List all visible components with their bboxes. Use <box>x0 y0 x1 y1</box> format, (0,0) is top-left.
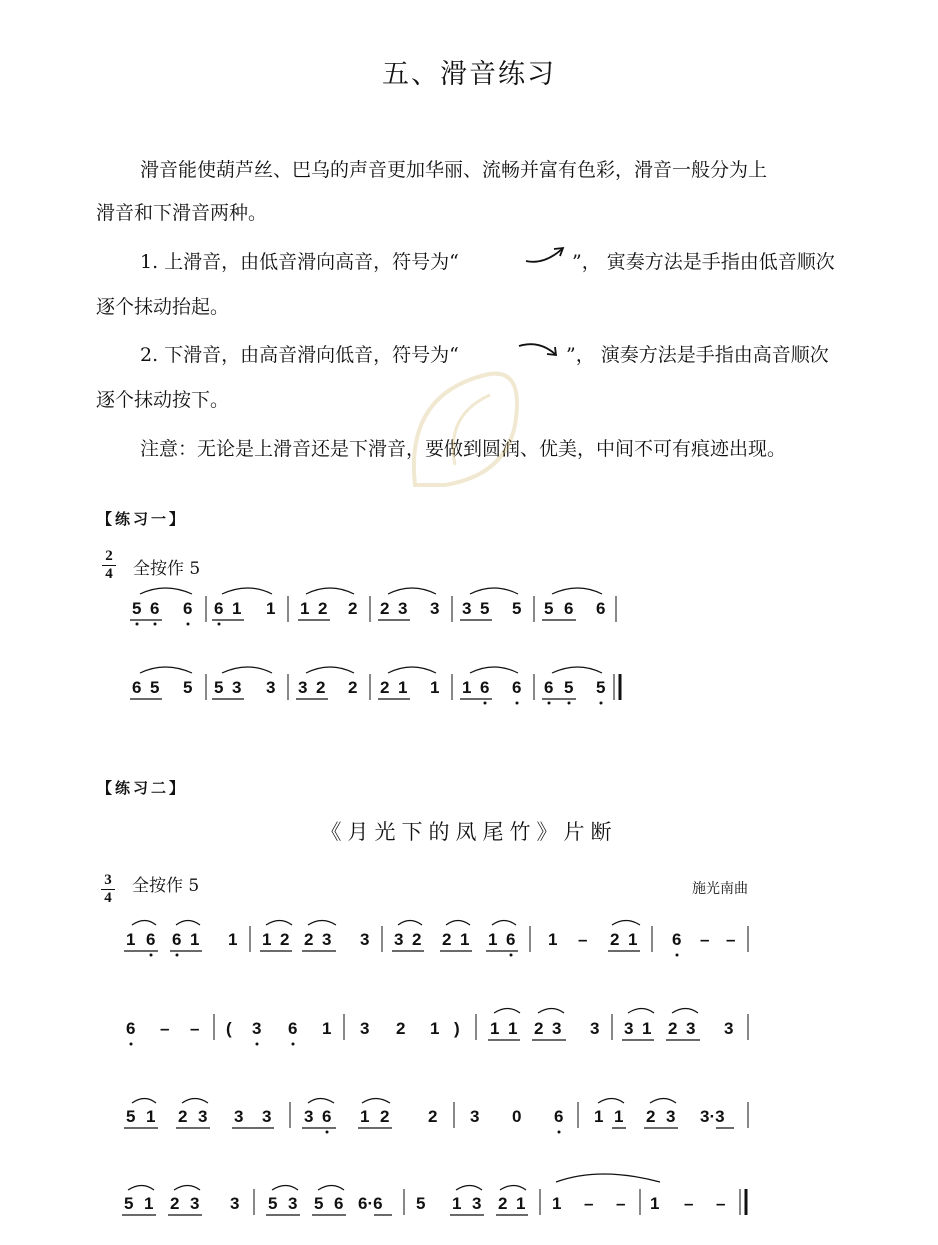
intro-line-1: 滑音能使葫芦丝、巴乌的声音更加华丽、流畅并富有色彩，滑音一般分为上 <box>140 159 768 181</box>
svg-text:1: 1 <box>452 1194 462 1213</box>
exercise-2-key: 全按作 5 <box>132 876 200 896</box>
svg-text:2: 2 <box>412 930 422 949</box>
svg-text:3: 3 <box>266 678 276 697</box>
svg-text:3: 3 <box>394 930 404 949</box>
page-title: 五、滑音练习 <box>382 59 556 90</box>
svg-text:–: – <box>700 930 710 949</box>
composer-credit: 施光南曲 <box>692 881 748 897</box>
svg-text:6: 6 <box>506 930 516 949</box>
svg-text:3·3: 3·3 <box>700 1107 725 1126</box>
exercise-1-key: 全按作 5 <box>133 559 201 579</box>
svg-text:1: 1 <box>516 1194 526 1213</box>
svg-text:5: 5 <box>480 599 490 618</box>
svg-text:–: – <box>578 930 588 949</box>
svg-text:0: 0 <box>512 1107 522 1126</box>
svg-text:5: 5 <box>596 678 606 697</box>
svg-text:3: 3 <box>398 599 408 618</box>
rule-1-line-2: 逐个抹动抬起。 <box>96 296 230 318</box>
svg-text:3: 3 <box>288 1194 298 1213</box>
svg-text:6·6: 6·6 <box>358 1194 383 1213</box>
svg-text:5: 5 <box>126 1107 136 1126</box>
svg-text:2: 2 <box>610 930 620 949</box>
svg-text:5: 5 <box>183 678 193 697</box>
svg-text:5: 5 <box>512 599 522 618</box>
svg-text:1: 1 <box>398 678 408 697</box>
svg-text:6: 6 <box>672 930 682 949</box>
svg-text:3: 3 <box>198 1107 208 1126</box>
svg-text:2: 2 <box>348 599 358 618</box>
svg-text:5: 5 <box>544 599 554 618</box>
svg-text:3: 3 <box>686 1019 696 1038</box>
svg-text:1: 1 <box>430 678 440 697</box>
svg-text:1: 1 <box>594 1107 604 1126</box>
svg-text:3: 3 <box>262 1107 272 1126</box>
svg-text:1: 1 <box>126 930 136 949</box>
svg-text:1: 1 <box>490 1019 500 1038</box>
svg-text:3: 3 <box>360 930 370 949</box>
svg-text:5: 5 <box>214 678 224 697</box>
svg-text:1: 1 <box>552 1194 562 1213</box>
piece-title: 《月光下的凤尾竹》片断 <box>320 820 618 844</box>
rule-2-line-2: 逐个抹动按下。 <box>96 389 230 411</box>
svg-text:2: 2 <box>170 1194 180 1213</box>
time-bottom: 4 <box>104 890 112 906</box>
svg-text:3: 3 <box>472 1194 482 1213</box>
svg-text:6: 6 <box>214 599 224 618</box>
svg-text:2: 2 <box>668 1019 678 1038</box>
svg-text:–: – <box>190 1019 200 1038</box>
svg-text:5: 5 <box>416 1194 426 1213</box>
svg-text:2: 2 <box>318 599 328 618</box>
svg-text:5: 5 <box>124 1194 134 1213</box>
svg-text:1: 1 <box>614 1107 624 1126</box>
svg-text:5: 5 <box>132 599 142 618</box>
svg-text:1: 1 <box>144 1194 154 1213</box>
svg-text:5: 5 <box>150 678 160 697</box>
svg-text:3: 3 <box>190 1194 200 1213</box>
exercise-1-heading: 【练习一】 <box>97 510 188 528</box>
time-top: 2 <box>105 548 113 564</box>
svg-text:6: 6 <box>146 930 156 949</box>
svg-text:2: 2 <box>380 599 390 618</box>
svg-text:1: 1 <box>628 930 638 949</box>
svg-text:6: 6 <box>480 678 490 697</box>
svg-text:2: 2 <box>178 1107 188 1126</box>
svg-text:2: 2 <box>380 1107 390 1126</box>
rule-1-line-1b: ”， 寅奏方法是手指由低音顺次 <box>572 251 835 273</box>
svg-text:–: – <box>684 1194 694 1213</box>
svg-text:3: 3 <box>724 1019 734 1038</box>
svg-text:3: 3 <box>298 678 308 697</box>
svg-text:2: 2 <box>498 1194 508 1213</box>
svg-text:1: 1 <box>460 930 470 949</box>
time-top: 3 <box>104 872 112 888</box>
svg-text:6: 6 <box>322 1107 332 1126</box>
svg-text:5: 5 <box>564 678 574 697</box>
svg-text:3: 3 <box>322 930 332 949</box>
svg-text:5: 5 <box>268 1194 278 1213</box>
svg-text:2: 2 <box>280 930 290 949</box>
svg-text:6: 6 <box>334 1194 344 1213</box>
svg-text:6: 6 <box>183 599 193 618</box>
svg-text:2: 2 <box>428 1107 438 1126</box>
svg-text:3: 3 <box>462 599 472 618</box>
svg-text:6: 6 <box>544 678 554 697</box>
svg-text:1: 1 <box>650 1194 660 1213</box>
svg-text:): ) <box>454 1019 460 1038</box>
svg-text:6: 6 <box>126 1019 136 1038</box>
svg-text:2: 2 <box>442 930 452 949</box>
svg-text:3: 3 <box>230 1194 240 1213</box>
svg-text:6: 6 <box>172 930 182 949</box>
svg-text:1: 1 <box>360 1107 370 1126</box>
intro-line-2: 滑音和下滑音两种。 <box>96 202 268 224</box>
svg-text:3: 3 <box>252 1019 262 1038</box>
svg-text:6: 6 <box>564 599 574 618</box>
svg-text:1: 1 <box>232 599 242 618</box>
svg-text:1: 1 <box>322 1019 332 1038</box>
svg-text:3: 3 <box>304 1107 314 1126</box>
svg-text:2: 2 <box>304 930 314 949</box>
svg-text:–: – <box>726 930 736 949</box>
svg-text:2: 2 <box>348 678 358 697</box>
svg-text:3: 3 <box>234 1107 244 1126</box>
svg-text:1: 1 <box>548 930 558 949</box>
svg-text:1: 1 <box>430 1019 440 1038</box>
svg-text:–: – <box>584 1194 594 1213</box>
svg-text:3: 3 <box>232 678 242 697</box>
svg-text:6: 6 <box>554 1107 564 1126</box>
svg-text:5: 5 <box>314 1194 324 1213</box>
svg-text:3: 3 <box>666 1107 676 1126</box>
svg-text:6: 6 <box>132 678 142 697</box>
svg-text:1: 1 <box>488 930 498 949</box>
rule-2-line-1a: 2. 下滑音，由高音滑向低音，符号为“ <box>140 344 459 366</box>
svg-text:1: 1 <box>262 930 272 949</box>
svg-text:1: 1 <box>228 930 238 949</box>
svg-text:1: 1 <box>146 1107 156 1126</box>
exercise-2-heading: 【练习二】 <box>97 779 188 797</box>
note-line: 注意：无论是上滑音还是下滑音，要做到圆润、优美，中间不可有痕迹出现。 <box>140 438 787 460</box>
svg-text:(: ( <box>226 1019 232 1038</box>
svg-text:1: 1 <box>508 1019 518 1038</box>
svg-text:1: 1 <box>462 678 472 697</box>
svg-text:–: – <box>616 1194 626 1213</box>
svg-text:–: – <box>716 1194 726 1213</box>
svg-text:3: 3 <box>430 599 440 618</box>
svg-text:1: 1 <box>642 1019 652 1038</box>
svg-text:3: 3 <box>360 1019 370 1038</box>
rule-1-line-1a: 1. 上滑音，由低音滑向高音，符号为“ <box>140 251 459 273</box>
svg-text:6: 6 <box>512 678 522 697</box>
rule-2-line-1b: ”， 演奏方法是手指由高音顺次 <box>566 344 829 366</box>
svg-text:2: 2 <box>316 678 326 697</box>
svg-text:3: 3 <box>470 1107 480 1126</box>
svg-text:6: 6 <box>150 599 160 618</box>
svg-text:2: 2 <box>534 1019 544 1038</box>
svg-text:–: – <box>160 1019 170 1038</box>
svg-text:2: 2 <box>396 1019 406 1038</box>
svg-text:1: 1 <box>266 599 276 618</box>
svg-text:2: 2 <box>646 1107 656 1126</box>
svg-text:2: 2 <box>380 678 390 697</box>
svg-text:3: 3 <box>552 1019 562 1038</box>
svg-text:1: 1 <box>190 930 200 949</box>
svg-text:3: 3 <box>590 1019 600 1038</box>
time-bottom: 4 <box>105 566 113 582</box>
svg-text:3: 3 <box>624 1019 634 1038</box>
svg-text:6: 6 <box>288 1019 298 1038</box>
svg-text:1: 1 <box>300 599 310 618</box>
svg-text:6: 6 <box>596 599 606 618</box>
